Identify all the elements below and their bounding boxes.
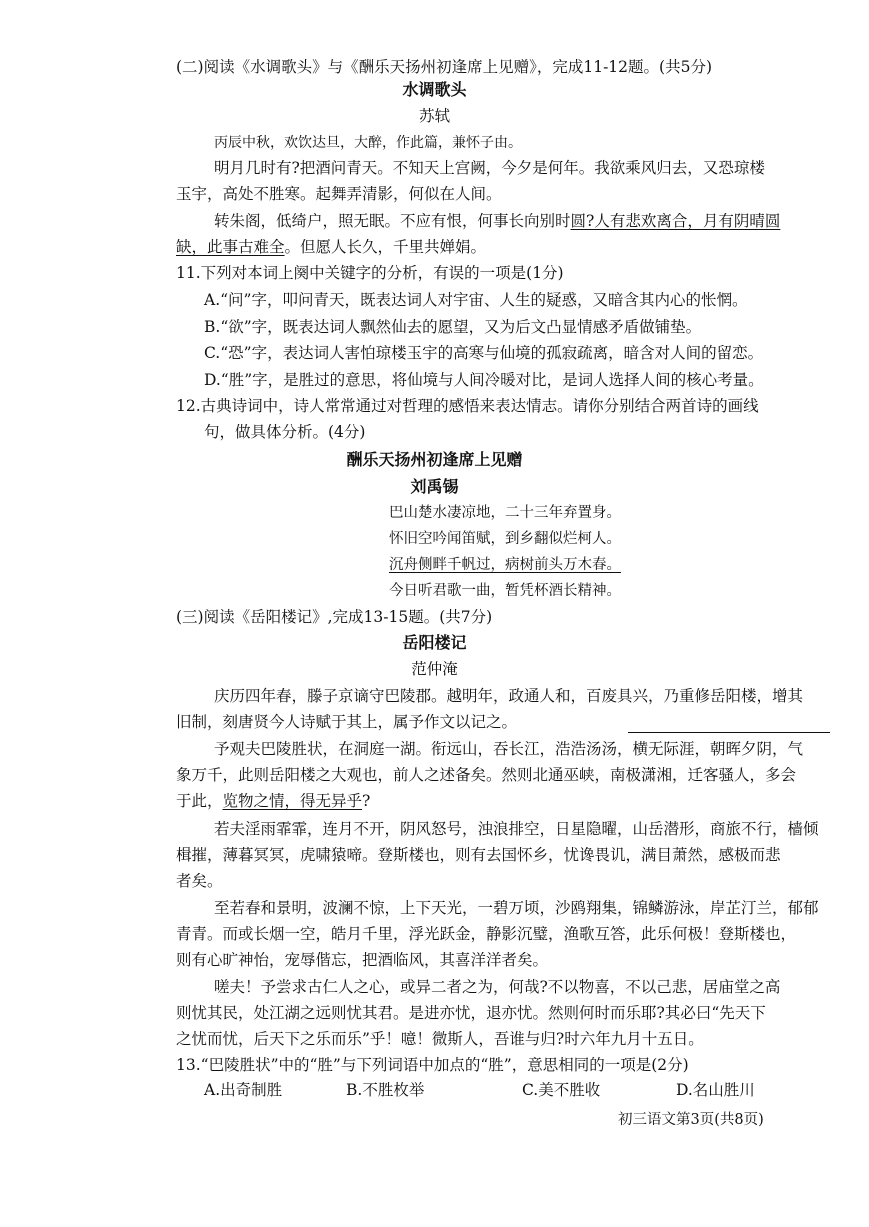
essay-underlined-text: 览物之情，得无异乎 — [222, 792, 363, 810]
essay-para3-line2: 楫摧，薄暮冥冥，虎啸猿啼。登斯楼也，则有去国怀乡，忧谗畏讥，满目萧然，感极而悲 — [176, 846, 781, 864]
page-footer: 初三语文第3页(共8页) — [618, 1112, 764, 1128]
poem1-para2-line1 — [214, 210, 780, 232]
poem1-preface: 丙辰中秋，欢饮达旦，大醉，作此篇，兼怀子由。 — [214, 135, 522, 151]
essay-para4-line2: 青青。而或长烟一空，皓月千里，浮光跃金，静影沉璧，渔歌互答，此乐何极！登斯楼也， — [176, 925, 797, 943]
essay-para1-line1: 庆历四年春，滕子京谪守巴陵郡。越明年，政通人和，百废具兴，乃重修岳阳楼，增其 — [214, 687, 804, 705]
poem2-line4: 今日听君歌一曲，暂凭杯酒长精神。 — [389, 583, 621, 599]
poem1-underlined-text-b: 缺，此事古难全 — [176, 238, 285, 256]
poem2-author: 刘禹锡 — [410, 477, 459, 496]
section2-header: (二)阅读《水调歌头》与《酬乐天扬州初逢席上见赠》，完成11-12题。(共5分) — [176, 58, 712, 76]
poem1-para2-line2 — [176, 236, 486, 258]
poem1-underlined-text-a: 圆?人有悲欢离合，月有阴晴圆 — [570, 212, 781, 230]
q13-option-b: B.不胜枚举 — [346, 1081, 425, 1099]
q11-option-d: D.“胜”字，是胜过的意思，将仙境与人间冷暖对比，是词人选择人间的核心考量。 — [204, 371, 764, 389]
essay-para5-line3: 之忧而忧，后天下之乐而乐”乎！噫！微斯人，吾谁与归?时六年九月十五日。 — [176, 1030, 704, 1048]
poem1-para1-line2: 玉宇，高处不胜寒。起舞弄清影，何似在人间。 — [176, 185, 502, 203]
q13-option-c: C.美不胜收 — [522, 1081, 601, 1099]
q12-stem-line2: 句，做具体分析。(4分) — [204, 423, 366, 441]
essay-para1-line2: 旧制，刻唐贤今人诗赋于其上，属予作文以记之。 — [176, 713, 518, 731]
essay-para3-line3: 者矣。 — [176, 872, 223, 890]
q13-option-a: A.出奇制胜 — [204, 1081, 283, 1099]
q13-stem: 13.“巴陵胜状”中的“胜”与下列词语中加点的“胜”，意思相同的一项是(2分) — [176, 1056, 689, 1074]
essay-para2-line3-end: ? — [362, 792, 371, 810]
poem1-para1-line1: 明月几时有?把酒问青天。不知天上宫阙，今夕是何年。我欲乘风归去，又恐琼楼 — [214, 159, 765, 177]
q12-stem-line1: 12.古典诗词中，诗人常常通过对哲理的感悟来表达情志。请你分别结合两首诗的画线 — [176, 397, 759, 415]
essay-para2-line2: 象万千，此则岳阳楼之大观也，前人之述备矣。然则北通巫峡，南极潇湘，迁客骚人，多会 — [176, 766, 797, 784]
essay-title: 岳阳楼记 — [402, 633, 467, 652]
poem2-line2: 怀旧空吟闻笛赋，到乡翻似烂柯人。 — [389, 531, 621, 547]
q11-option-c: C.“恐”字，表达词人害怕琼楼玉宇的高寒与仙境的孤寂疏离，暗含对人间的留恋。 — [204, 344, 764, 362]
poem1-author: 苏轼 — [418, 107, 450, 125]
essay-para3-line1: 若夫淫雨霏霏，连月不开，阴风怒号，浊浪排空，日星隐曜，山岳潜形，商旅不行，樯倾 — [214, 820, 819, 838]
q11-option-b: B.“欲”字，既表达词人飘然仙去的愿望，又为后文凸显情感矛盾做铺垫。 — [204, 318, 702, 336]
section3-header: (三)阅读《岳阳楼记》,完成13-15题。(共7分) — [176, 608, 493, 626]
poem2-line1: 巴山楚水凄凉地，二十三年弃置身。 — [389, 505, 621, 521]
essay-para2-line3-plain: 于此， — [176, 792, 223, 810]
essay-para2-line1: 予观夫巴陵胜状，在洞庭一湖。衔远山，吞长江，浩浩汤汤，横无际涯，朝晖夕阴，气 — [214, 740, 804, 758]
essay-para2-line3 — [176, 790, 370, 812]
essay-para5-line2: 则忧其民，处江湖之远则忧其君。是进亦忧，退亦忧。然则何时而乐耶?其必曰“先天下 — [176, 1004, 766, 1022]
poem2-title: 酬乐天扬州初逢席上见赠 — [346, 450, 523, 469]
q11-stem: 11.下列对本词上阕中关键字的分析，有误的一项是(1分) — [176, 264, 564, 282]
q11-option-a: A.“问”字，叩问青天，既表达词人对宇宙、人生的疑惑，又暗含其内心的怅惘。 — [204, 291, 748, 309]
poem1-para2-line2-plain: 。但愿人长久，千里共婵娟。 — [284, 238, 487, 256]
poem1-para2-line1-plain: 转朱阁，低绮户，照无眠。不应有恨，何事长向别时 — [214, 212, 571, 230]
q13-option-d: D.名山胜川 — [676, 1081, 755, 1099]
poem2-line3-underlined: 沉舟侧畔千帆过，病树前头万木春。 — [389, 557, 621, 573]
essay-para4-line1: 至若春和景明，波澜不惊，上下天光，一碧万顷，沙鸥翔集，锦鳞游泳，岸芷汀兰，郁郁 — [214, 899, 819, 917]
essay-author: 范仲淹 — [411, 660, 458, 678]
essay-para4-line3: 则有心旷神怡，宠辱偕忘，把酒临风，其喜洋洋者矣。 — [176, 951, 549, 969]
essay-para5-line1: 嗟夫！予尝求古仁人之心，或异二者之为，何哉?不以物喜，不以己悲，居庙堂之高 — [214, 978, 781, 996]
poem1-title: 水调歌头 — [402, 80, 467, 99]
underline-mark — [628, 732, 830, 733]
